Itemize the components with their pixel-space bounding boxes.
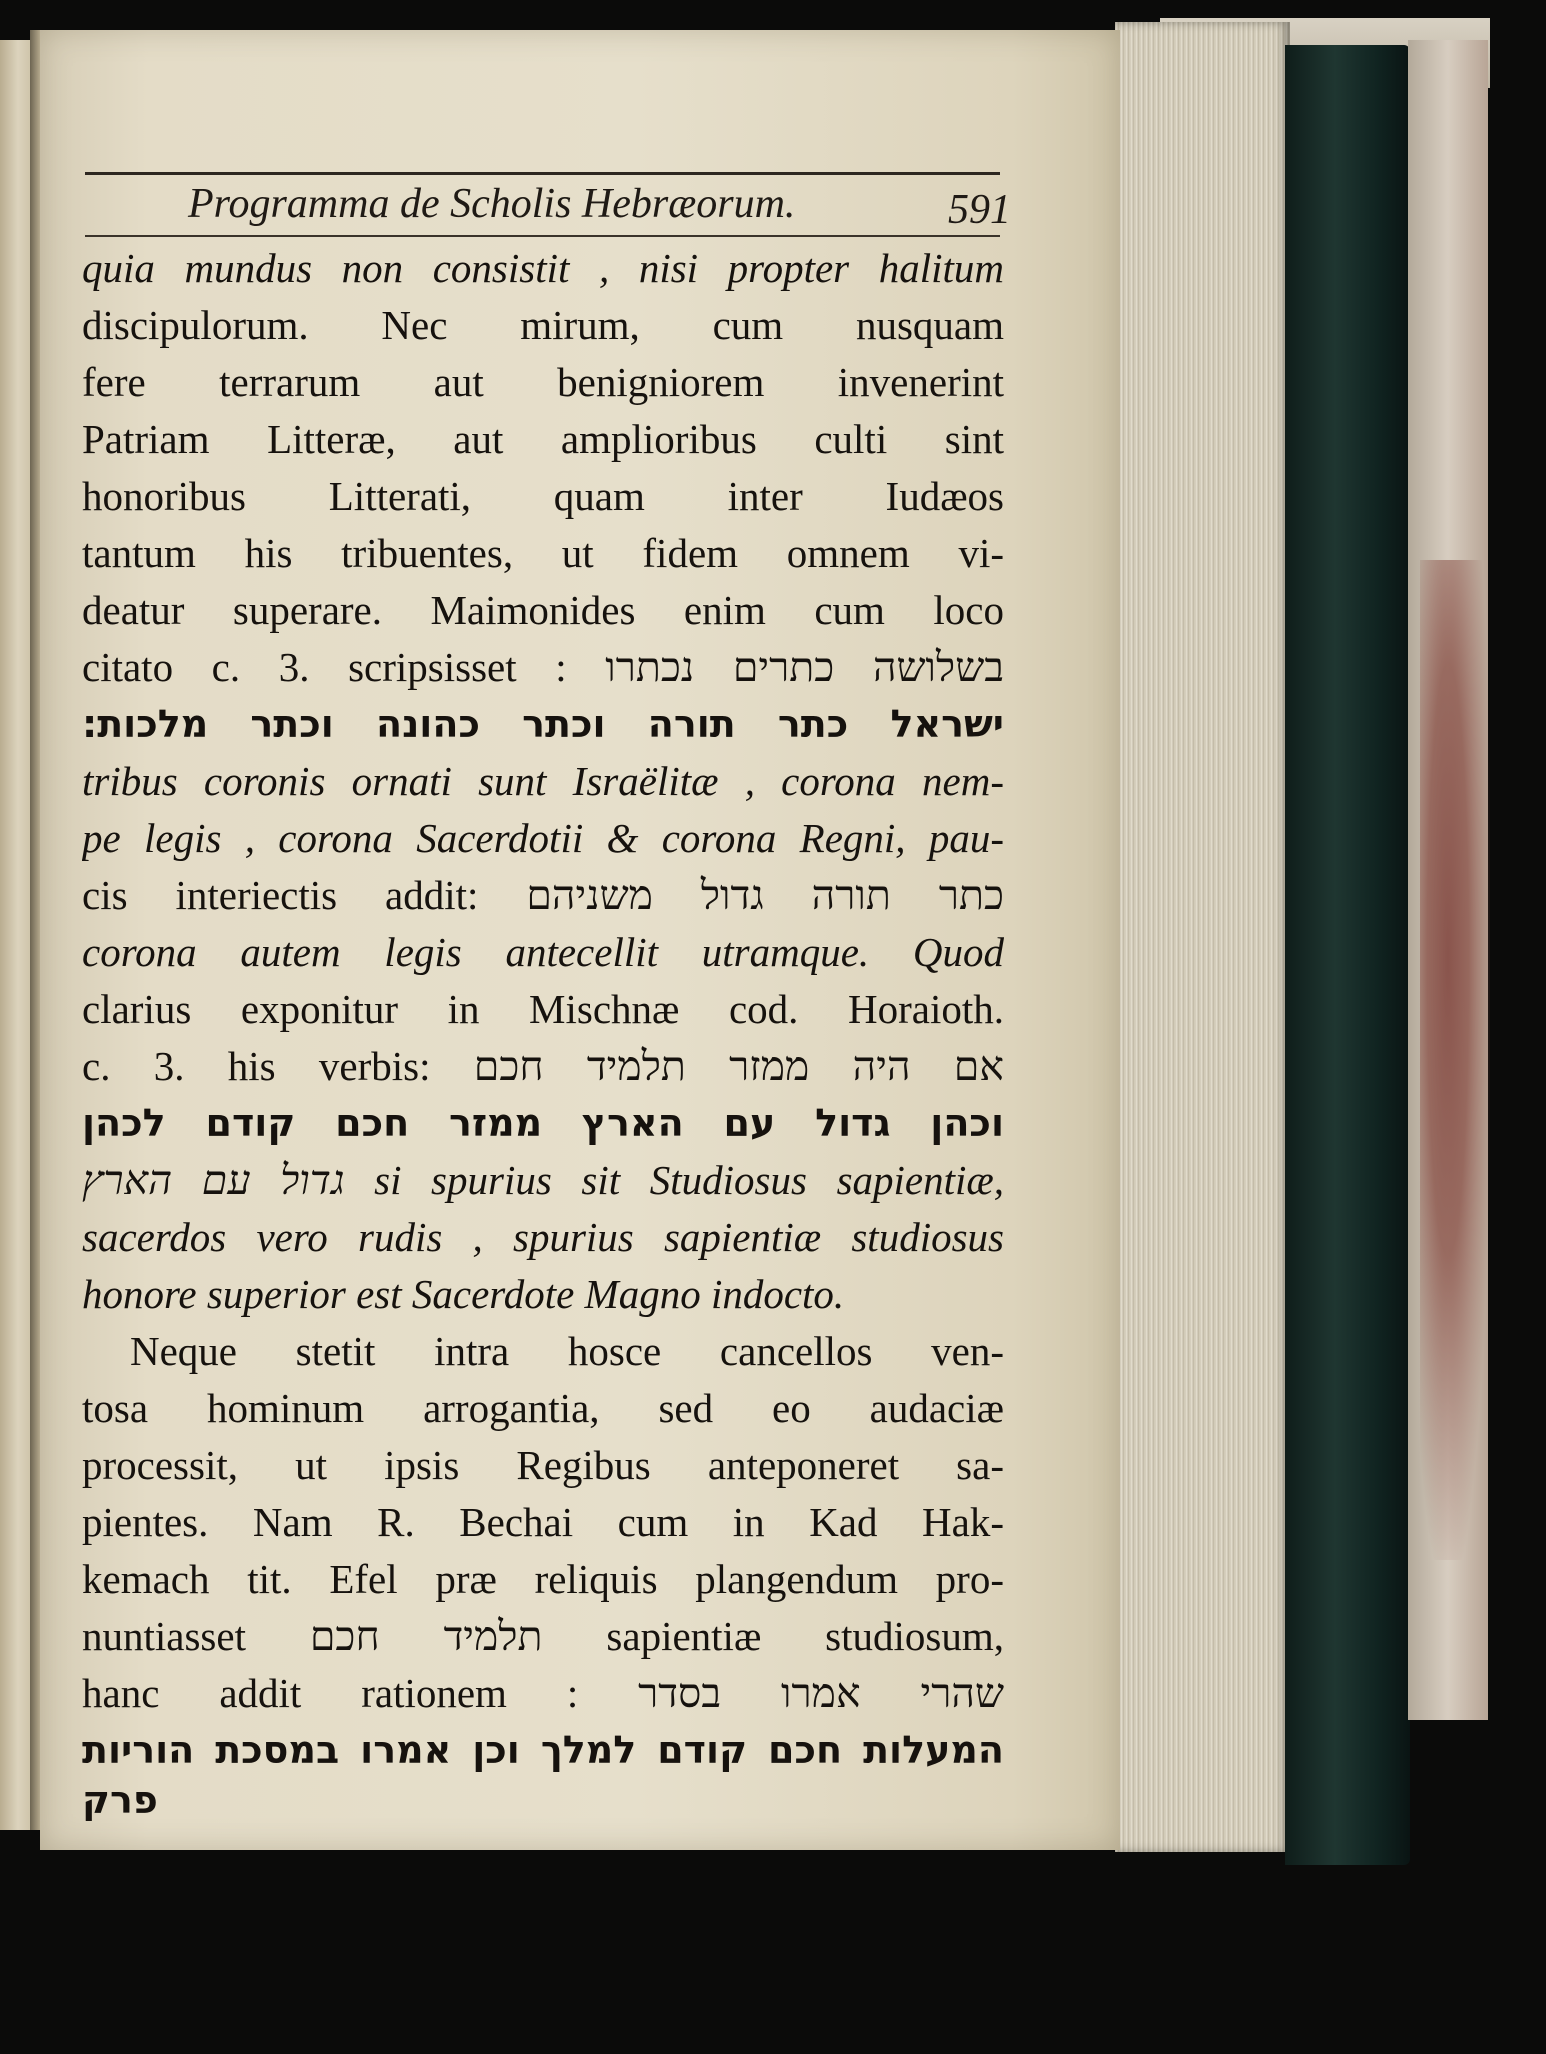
text-line: tosa hominum arrogantia, sed eo audaciæ: [82, 1385, 1004, 1431]
text-line: citato c. 3. scripsisset : בשלושה כתרים נכתרו: [82, 644, 1004, 690]
hebrew-line: המעלות חכם קודם למלך וכן אמרו במסכת הוריות: [82, 1728, 1004, 1772]
text-line: גדול עם הארץ si spurius sit Studiosus sapientiæ,: [82, 1157, 1004, 1203]
hebrew-line: וכהן גדול עם הארץ ממזר חכם קודם לכהן: [82, 1101, 1004, 1145]
text-line: Neque stetit intra hosce cancellos ven-: [130, 1328, 1004, 1374]
body-text: [82, 240, 1004, 1821]
text-line: corona autem legis antecellit utramque. Quod: [82, 929, 1004, 975]
text-line: c. 3. his verbis: אם היה ממזר תלמיד חכם: [82, 1043, 1004, 1089]
text-line: honore superior est Sacerdote Magno indocto.: [82, 1271, 845, 1317]
page-number: 591: [948, 187, 1011, 233]
text-line: fere terrarum aut benigniorem invenerint: [82, 359, 1004, 405]
text-line: kemach tit. Efel præ reliquis plangendum pro-: [82, 1556, 1004, 1602]
text-line: cis interiectis addit: כתר תורה גדול משניהם: [82, 872, 1004, 918]
text-line: pientes. Nam R. Bechai cum in Kad Hak-: [82, 1499, 1004, 1545]
text-line: hanc addit rationem : שהרי אמרו בסדר: [82, 1670, 1004, 1716]
book-cover-board: [1285, 45, 1410, 1865]
catchword: פרק: [82, 1779, 158, 1821]
text-line: clarius exponitur in Mischnæ cod. Horaioth.: [82, 986, 1004, 1032]
text-line: discipulorum. Nec mirum, cum nusquam: [82, 302, 1004, 348]
header-rule-bottom: [85, 235, 1000, 237]
page-edges: [1115, 22, 1290, 1852]
text-line: tantum his tribuentes, ut fidem omnem vi-: [82, 530, 1004, 576]
text-line: nuntiasset תלמיד חכם sapientiæ studiosum,: [82, 1613, 1004, 1659]
running-head-title: Programma de Scholis Hebræorum.: [188, 181, 796, 227]
text-line: sacerdos vero rudis , spurius sapientiæ studiosus: [82, 1214, 1004, 1260]
text-line: pe legis , corona Sacerdotii & corona Regni, pau-: [82, 815, 1004, 861]
header-rule-top: [85, 172, 1000, 175]
text-line: Patriam Litteræ, aut amplioribus culti sint: [82, 416, 1004, 462]
previous-page-edge: [0, 40, 32, 1830]
hebrew-line: ישראל כתר תורה וכתר כהונה וכתר מלכות:: [82, 702, 1004, 746]
text-line: deatur superare. Maimonides enim cum loco: [82, 587, 1004, 633]
text-line: quia mundus non consistit , nisi propter halitum: [82, 245, 1004, 291]
text-line: processit, ut ipsis Regibus anteponeret sa-: [82, 1442, 1004, 1488]
text-line: honoribus Litterati, quam inter Iudæos: [82, 473, 1004, 519]
cover-stain: [1420, 560, 1490, 1560]
page-591: [40, 30, 1120, 1850]
text-line: tribus coronis ornati sunt Israëlitæ , corona nem-: [82, 758, 1004, 804]
